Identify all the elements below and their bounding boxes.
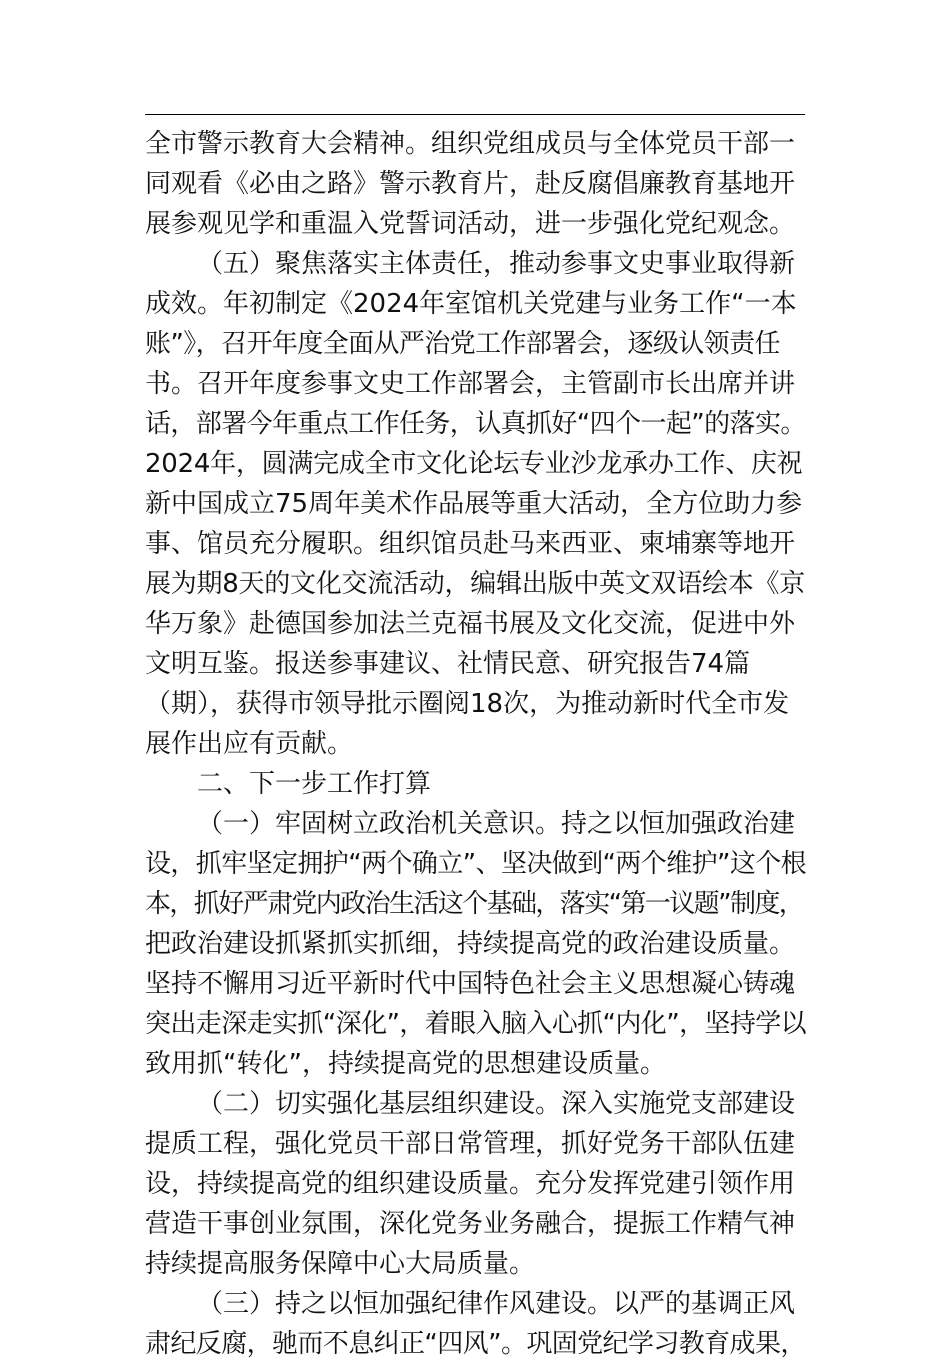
text-line: 坚持不懈用习近平新时代中国特色社会主义思想凝心铸魂 [145, 969, 796, 999]
text-line: 书。召开年度参事文史工作部署会，主管副市长出席并讲 [145, 369, 796, 399]
text-line: 致用抓“转化”，持续提高党的思想建设质量。 [145, 1049, 666, 1079]
text-line: 文明互鉴。报送参事建议、社情民意、研究报告74篇 [145, 649, 751, 679]
section-heading-line: （五）聚焦落实主体责任，推动参事文史事业取得新 [197, 249, 796, 279]
chapter-heading-line: 二、下一步工作打算 [197, 769, 432, 799]
text-line: 成效。年初制定《2024年室馆机关党建与业务工作“一本 [145, 289, 797, 319]
text-line: 新中国成立75周年美术作品展等重大活动，全方位助力参 [145, 489, 803, 519]
text-line: 全市警示教育大会精神。组织党组成员与全体党员干部一 [145, 129, 796, 159]
text-line: 设，持续提高党的组织建设质量。充分发挥党建引领作用 [145, 1169, 796, 1199]
text-line: 展作出应有贡献。 [145, 729, 354, 759]
text-line: 持续提高服务保障中心大局质量。 [145, 1249, 536, 1279]
section-heading-line: （二）切实强化基层组织建设。深入实施党支部建设 [197, 1089, 796, 1119]
text-line: 本，抓好严肃党内政治生活这个基础，落实“第一议题”制度， [145, 889, 804, 919]
text-line: 2024年，圆满完成全市文化论坛专业沙龙承办工作、庆祝 [145, 449, 803, 479]
section-heading-line: （三）持之以恒加强纪律作风建设。以严的基调正风 [197, 1289, 796, 1319]
text-line: （期），获得市领导批示圈阅18次，为推动新时代全市发 [145, 689, 790, 719]
header-rule [145, 114, 805, 115]
text-line: 事、馆员充分履职。组织馆员赴马来西亚、柬埔寨等地开 [145, 529, 796, 559]
text-line: 话，部署今年重点工作任务，认真抓好“四个一起”的落实。 [145, 409, 806, 439]
text-line: 突出走深走实抓“深化”，着眼入脑入心抓“内化”，坚持学以 [145, 1009, 807, 1039]
text-line: 肃纪反腐，驰而不息纠正“四风”。巩固党纪学习教育成果， [145, 1329, 806, 1359]
document-body [145, 124, 807, 1364]
text-line: 设，抓牢坚定拥护“两个确立”、坚决做到“两个维护”这个根 [145, 849, 807, 879]
text-line: 展为期8天的文化交流活动，编辑出版中英文双语绘本《京 [145, 569, 806, 599]
section-heading-line: （一）牢固树立政治机关意识。持之以恒加强政治建 [197, 809, 796, 839]
text-line: 提质工程，强化党员干部日常管理，抓好党务干部队伍建 [145, 1129, 796, 1159]
text-line: 同观看《必由之路》警示教育片，赴反腐倡廉教育基地开 [145, 169, 796, 199]
text-line: 营造干事创业氛围，深化党务业务融合，提振工作精气神 [145, 1209, 796, 1239]
text-line: 华万象》赴德国参加法兰克福书展及文化交流，促进中外 [145, 609, 796, 639]
text-line: 把政治建设抓紧抓实抓细，持续提高党的政治建设质量。 [145, 929, 796, 959]
text-line: 账”》，召开年度全面从严治党工作部署会，逐级认领责任 [145, 329, 780, 359]
text-line: 展参观见学和重温入党誓词活动，进一步强化党纪观念。 [145, 209, 796, 239]
